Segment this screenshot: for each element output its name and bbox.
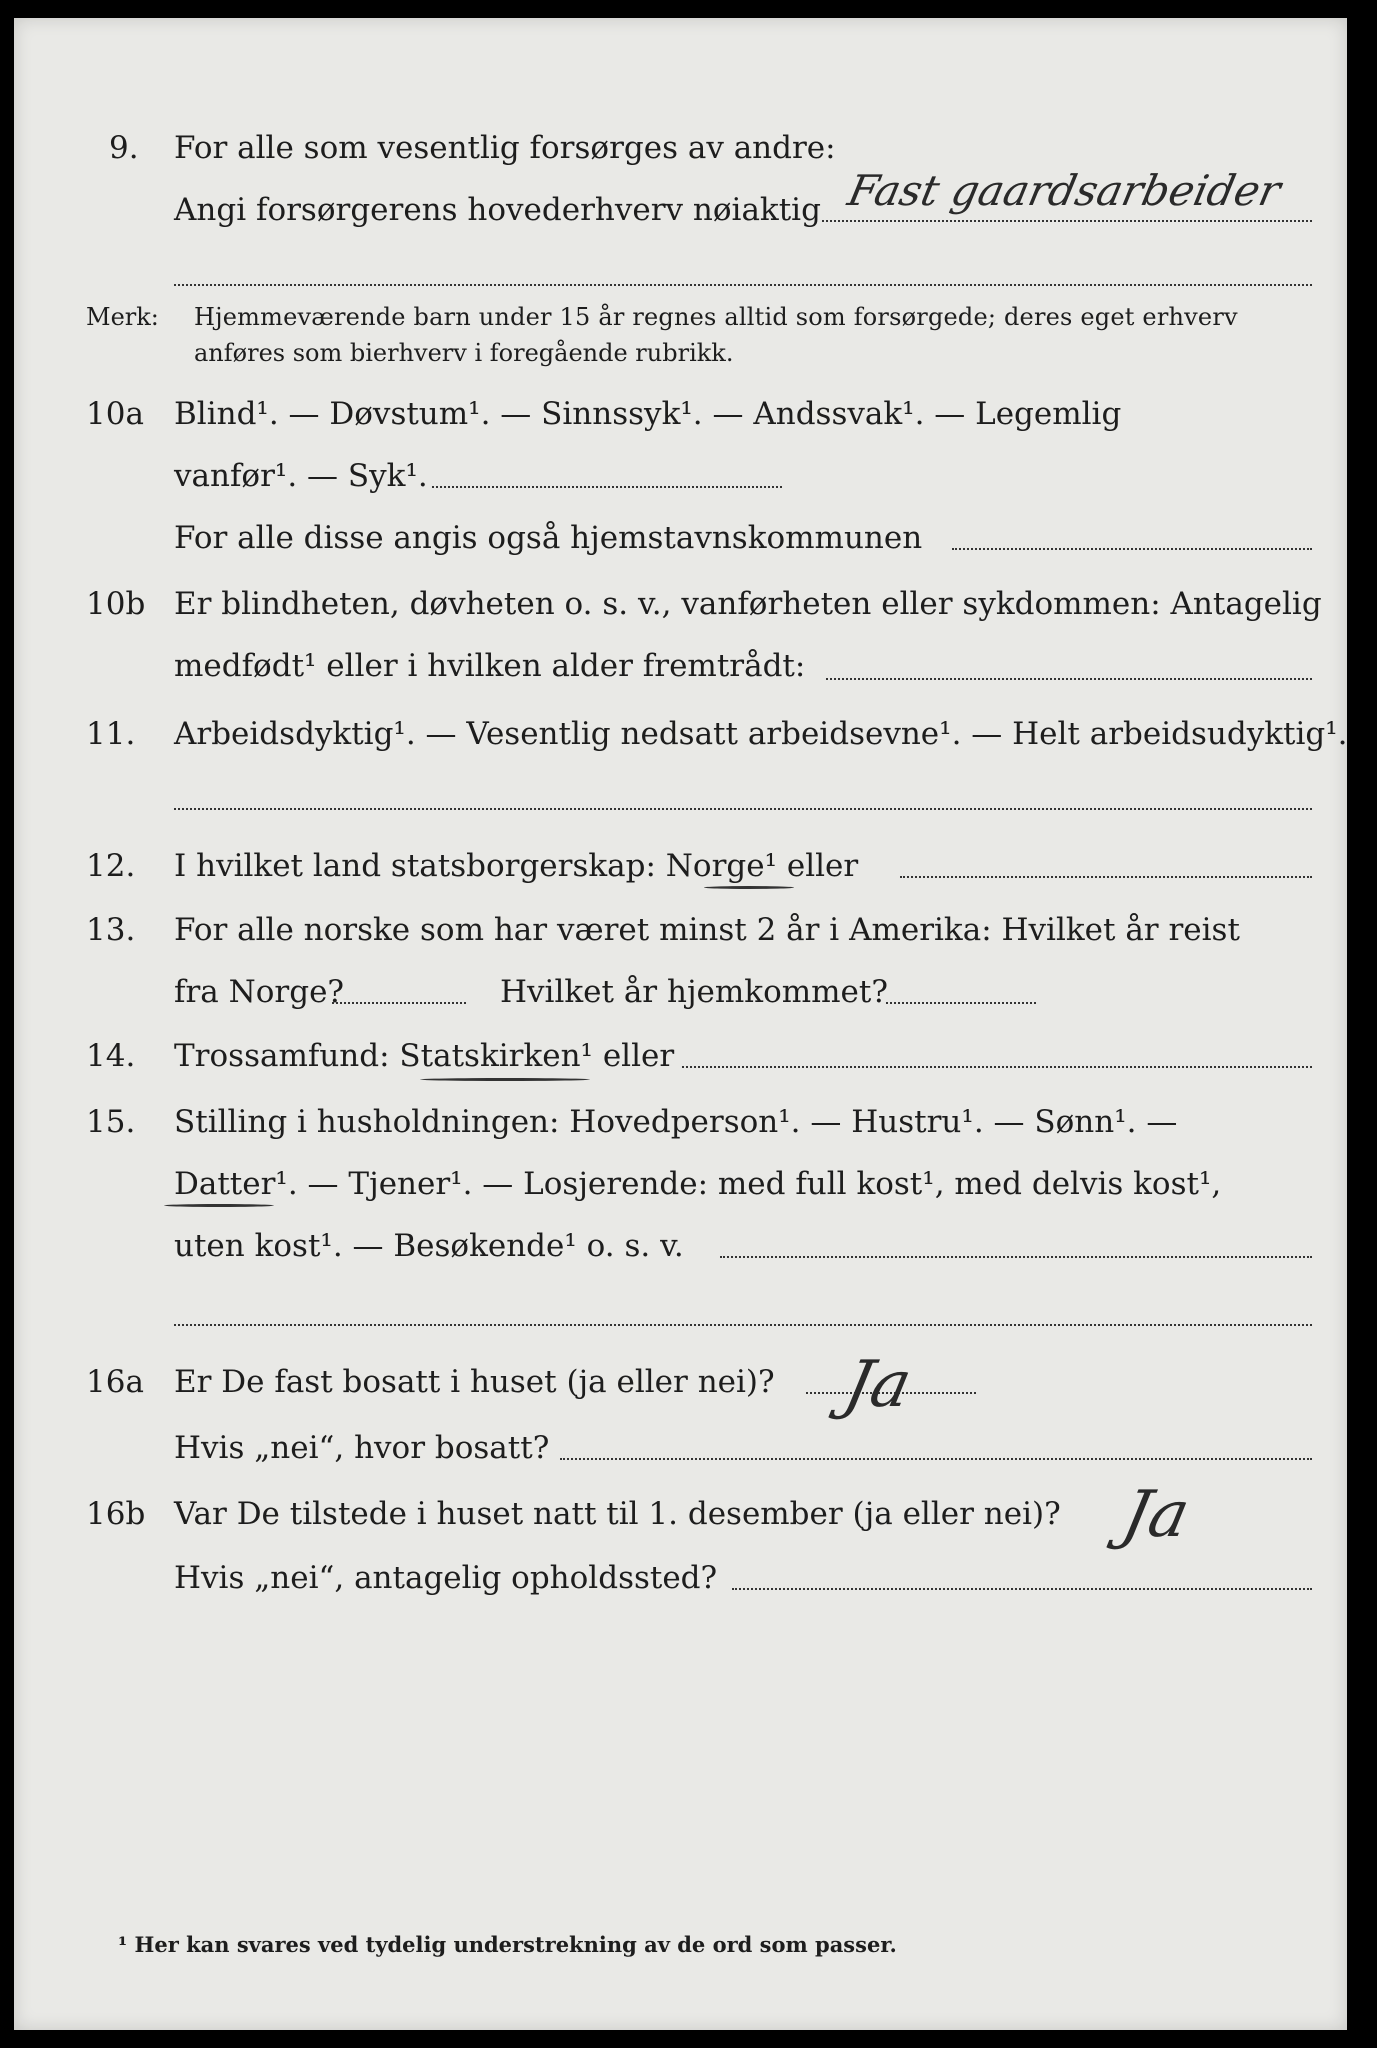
question-text: Er blindheten, døvheten o. s. v., vanførheten eller sykdommen: Antagelig [174,586,1322,622]
question-text: Hvis „nei“, antagelig opholdssted? [174,1560,718,1596]
answer-line [682,1066,1312,1068]
answer-line [332,1002,466,1004]
answer-line [560,1458,1312,1460]
answer-line [720,1256,1312,1258]
question-text: For alle norske som har været minst 2 år i Amerika: Hvilket år reist [174,912,1240,948]
question-text: Hvis „nei“, hvor bosatt? [174,1430,550,1466]
underline-mark [164,1204,274,1207]
question-text: Stilling i husholdningen: Hovedperson¹. — Hustru¹. — Sønn¹. — [174,1104,1178,1140]
question-text: Angi forsørgerens hovederhverv nøiaktig [174,192,821,228]
answer-line [952,548,1312,550]
answer-line [886,1002,1036,1004]
answer-line [432,486,782,488]
question-number: 10a [86,396,144,432]
question-text: fra Norge? [174,974,345,1010]
note-text: Hjemmeværende barn under 15 år regnes alltid som forsørgede; deres eget erhverv [194,303,1238,331]
handwritten-answer: Ja [1116,1478,1196,1552]
question-number: 14. [86,1038,136,1074]
question-number: 11. [86,716,136,752]
underline-mark [420,1078,590,1081]
question-text: For alle som vesentlig forsørges av andre: [174,130,836,166]
answer-line [174,284,1312,286]
question-text: Arbeidsdyktig¹. — Vesentlig nedsatt arbeidsevne¹. — Helt arbeidsudyktig¹. [174,716,1348,752]
question-number: 15. [86,1104,136,1140]
question-number: 16b [86,1496,146,1532]
answer-line [900,876,1312,878]
question-number: 13. [86,912,136,948]
question-text: Var De tilstede i huset natt til 1. desember (ja eller nei)? [174,1496,1061,1532]
question-number: 10b [86,586,146,622]
question-text: Blind¹. — Døvstum¹. — Sinnssyk¹. — Andssvak¹. — Legemlig [174,396,1122,432]
answer-line [822,220,1312,222]
question-text: Datter¹. — Tjener¹. — Losjerende: med full kost¹, med delvis kost¹, [174,1166,1222,1202]
question-text: uten kost¹. — Besøkende¹ o. s. v. [174,1228,684,1264]
answer-line [174,808,1312,810]
answer-line [826,678,1312,680]
answer-line [732,1588,1312,1590]
footnote: ¹ Her kan svares ved tydelig understrekning av de ord som passer. [118,1932,897,1957]
question-text: Trossamfund: Statskirken¹ eller [174,1038,675,1074]
question-number: 9. [109,130,139,166]
question-text: medfødt¹ eller i hvilken alder fremtrådt: [174,648,806,684]
note-label: Merk: [86,303,159,331]
question-text: vanfør¹. — Syk¹. [174,458,428,494]
question-number: 16a [86,1364,144,1400]
handwritten-answer: Ja [838,1348,918,1422]
census-form-page [14,18,1347,2030]
question-number: 12. [86,848,136,884]
question-text: For alle disse angis også hjemstavnskommunen [174,520,923,556]
underline-mark [704,886,794,889]
answer-line [174,1324,1312,1326]
handwritten-answer: Fast gaardsarbeider [843,166,1285,215]
question-text: Er De fast bosatt i huset (ja eller nei)? [174,1364,775,1400]
note-text: anføres som bierhverv i foregående rubrikk. [194,339,734,367]
question-text: I hvilket land statsborgerskap: Norge¹ eller [174,848,859,884]
question-text: Hvilket år hjemkommet? [500,974,888,1010]
